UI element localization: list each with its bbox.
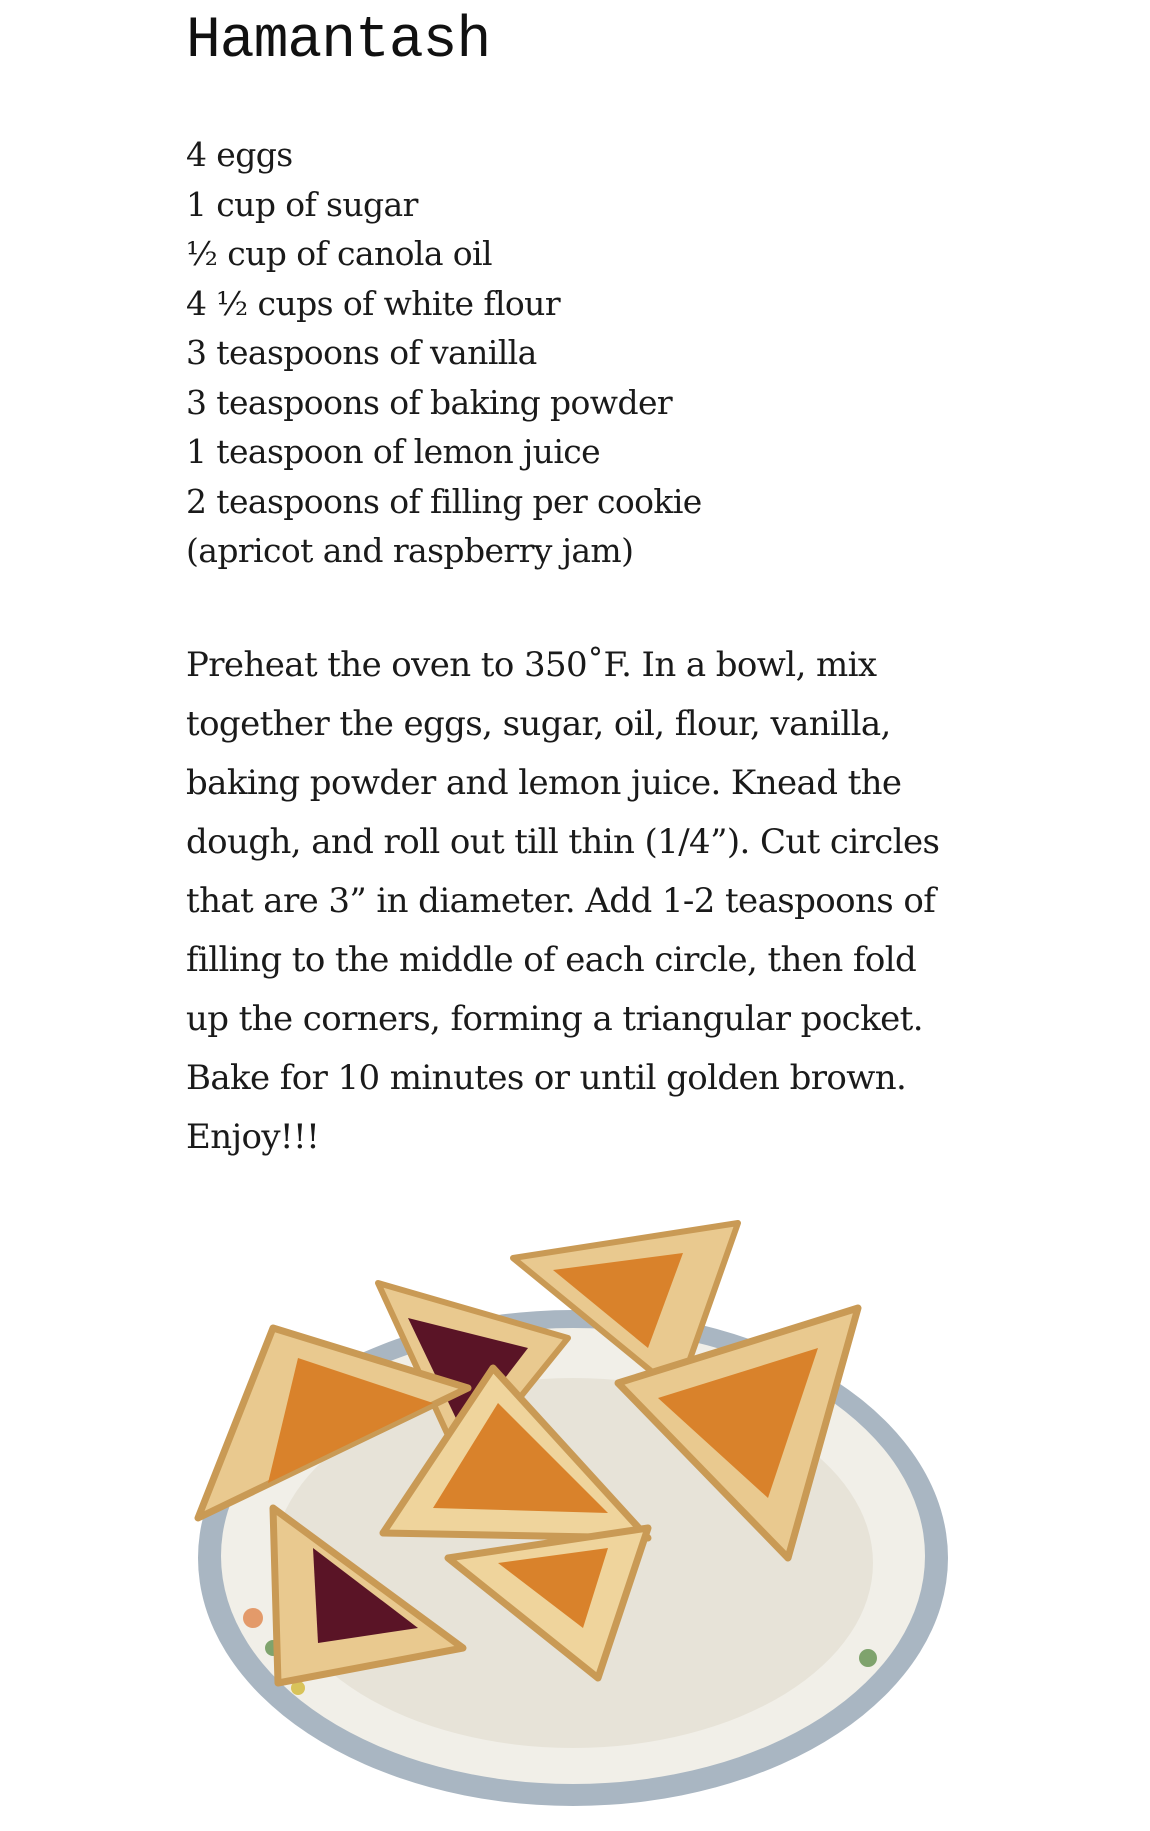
- hamantaschen-photo: [178, 1218, 958, 1818]
- recipe-title: Hamantash: [186, 9, 491, 74]
- ingredient-item: ½ cup of canola oil: [186, 234, 492, 273]
- ingredient-item: 3 teaspoons of vanilla: [186, 333, 537, 372]
- ingredient-item: 4 ½ cups of white flour: [186, 283, 561, 323]
- plate-illustration: [178, 1218, 958, 1818]
- recipe-page: [186, 0, 966, 1167]
- ingredient-item: 2 teaspoons of filling per cookie: [186, 481, 702, 521]
- plate-decoration: [859, 1649, 877, 1667]
- ingredient-item: 3 teaspoons of baking powder: [186, 382, 673, 422]
- ingredient-item: (apricot and raspberry jam): [186, 531, 634, 570]
- ingredient-list: [186, 130, 966, 576]
- plate-decoration: [243, 1608, 263, 1628]
- instructions-paragraph: Preheat the oven to 350˚F. In a bowl, mix together the eggs, sugar, oil, flour, vanilla, baking powder and lemon juice. Knead the dough, and roll out till thin (1/4”). Cut circles that are 3” in diameter. Add 1-2 teaspoons of filling to the middle of each circle, then fold up the corners, forming a triangular pocket. Bake for 10 minutes or until golden brown. Enjoy!!!: [186, 644, 940, 1157]
- ingredient-item: 4 eggs: [186, 135, 293, 174]
- ingredient-item: 1 teaspoon of lemon juice: [186, 432, 601, 471]
- ingredient-item: 1 cup of sugar: [186, 184, 418, 224]
